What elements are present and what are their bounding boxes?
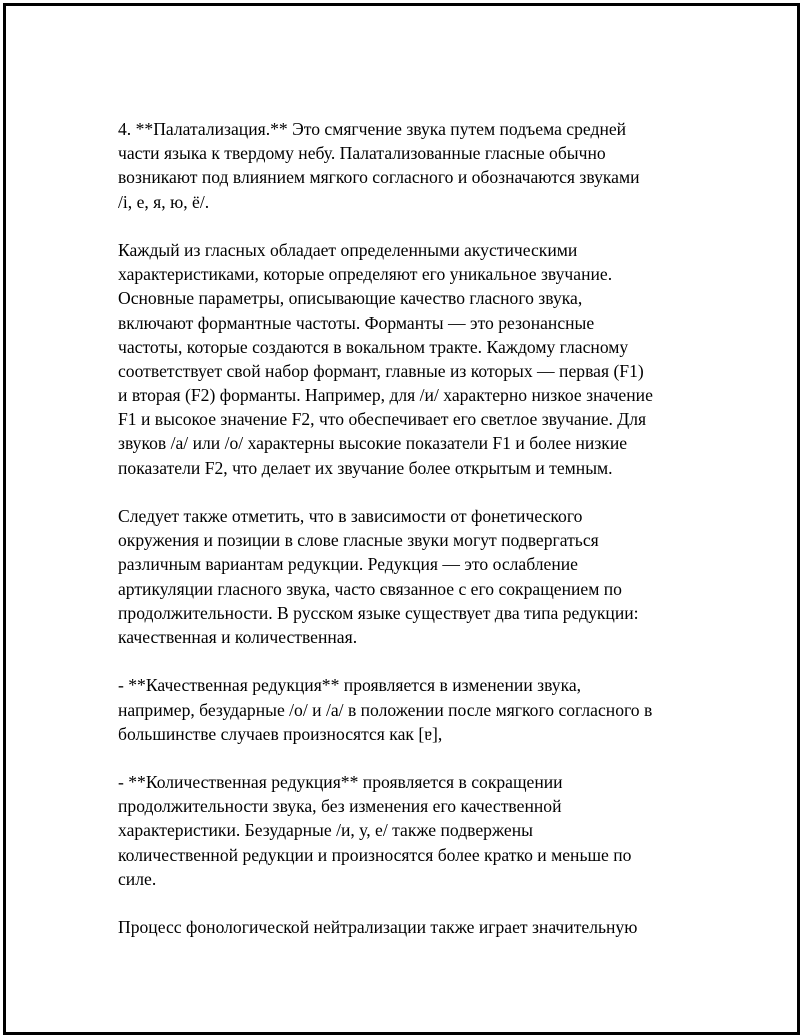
text-line: - **Качественная редукция** проявляется в изменении звука, [118,675,582,696]
text-line: Каждый из гласных обладает определенными акустическими [118,239,578,260]
text-line: окружения и позиции в слове гласные звуки могут подвергаться [118,530,599,551]
paragraph-quantitative-reduction [118,770,690,891]
paragraph-qualitative-reduction [118,673,690,746]
text-line: - **Количественная редукция** проявляется в сокращении [118,772,563,793]
text-line: продолжительности звука, без изменения его качественной [118,796,562,817]
text-line: включают формантные частоты. Форманты — это резонансные [118,312,595,333]
paragraph-reduction [118,504,690,649]
text-line: соответствует свой набор формант, главные из которых — первая (F1) [118,360,644,381]
text-line: частоты, которые создаются в вокальном тракте. Каждому гласному [118,336,629,357]
text-line: силе. [118,868,157,889]
text-line: звуков /а/ или /о/ характерны высокие показатели F1 и более низкие [118,433,628,454]
text-line: количественной редукции и произносятся более кратко и меньше по [118,844,632,865]
text-line: 4. **Палатализация.** Это смягчение звука путем подъема средней [118,119,627,139]
text-line: качественная и количественная. [118,626,358,647]
text-line: продолжительности. В русском языке существует два типа редукции: [118,602,639,623]
paragraph-palatalization [118,117,690,214]
text-line: показатели F2, что делает их звучание более открытым и темным. [118,457,613,478]
text-line: артикуляции гласного звука, часто связанное с его сокращением по [118,578,622,599]
text-line: характеристики. Безударные /и, у, е/ также подвержены [118,820,533,841]
text-line: и вторая (F2) форманты. Например, для /и/ характерно низкое значение [118,385,653,406]
text-line: Основные параметры, описывающие качество гласного звука, [118,288,583,309]
text-line: F1 и высокое значение F2, что обеспечивает его светлое звучание. Для [118,409,647,430]
text-line: Процесс фонологической нейтрализации также играет значительную [118,917,638,938]
paragraph-neutralization [118,915,690,939]
text-line: Следует также отметить, что в зависимости от фонетического [118,506,583,526]
document-body [118,117,690,964]
text-line: различным вариантам редукции. Редукция — это ослабление [118,554,578,575]
text-line: характеристиками, которые определяют его уникальное звучание. [118,264,613,285]
text-line: части языка к твердому небу. Палатализованные гласные обычно [118,143,606,164]
text-line: /і, е, я, ю, ё/. [118,191,210,212]
text-line: например, безударные /о/ и /а/ в положении после мягкого согласного в [118,699,653,720]
text-line: большинстве случаев произносятся как [ɐ], [118,723,443,744]
text-line: возникают под влиянием мягкого согласного и обозначаются звуками [118,167,640,188]
paragraph-acoustic-characteristics [118,238,690,480]
